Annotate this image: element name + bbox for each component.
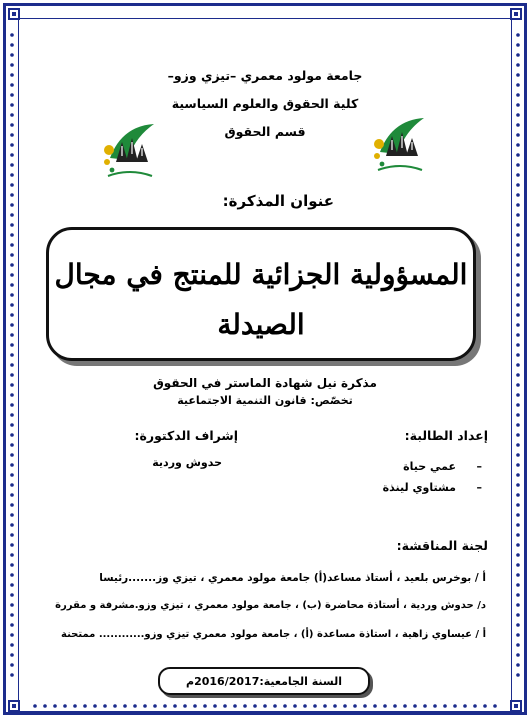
degree-statement: مذكرة نيل شهادة الماستر في الحقوق [153, 376, 377, 390]
jury-member: أ / عيساوي زاهية ، استاذة مساعدة (أ) ، جامعة مولود معمري تيزي وزو............ ممتحنة [61, 629, 486, 640]
university-logo-icon [100, 118, 160, 180]
jury-member: أ / بوخرس بلعيد ، أستاذ مساعد(أ) جامعة مولود معمري ، تيزي وز.......رئيسا [99, 572, 486, 584]
academic-year-box [158, 667, 370, 695]
corner-ornament-icon [510, 8, 522, 20]
corner-ornament-icon [510, 700, 522, 712]
corner-ornament-icon [8, 700, 20, 712]
thesis-title-line: المسؤولية الجزائية للمنتج في مجال [54, 258, 468, 291]
department-name: قسم الحقوق [224, 124, 306, 139]
faculty-name: كلية الحقوق والعلوم السياسية [171, 96, 359, 111]
corner-ornament-icon [8, 8, 20, 20]
thesis-title-box [46, 227, 476, 361]
thesis-title-label: عنوان المذكرة: [222, 192, 334, 210]
specialty: تخصّص: قانون التنمية الاجتماعية [177, 394, 353, 407]
university-name: جامعة مولود معمري –تيزي وزو– [167, 68, 363, 83]
list-dash: – [476, 460, 482, 473]
academic-year: السنة الجامعية:2016/2017م [186, 675, 342, 688]
supervisor-label: إشراف الدكتورة: [134, 428, 238, 443]
jury-member: د/ حدوش وردية ، أستاذة محاضرة (ب) ، جامعة مولود معمري ، تيزي وزو.مشرفة و مقررة [55, 600, 486, 611]
thesis-title [49, 250, 473, 350]
student-name: مشتاوي لينذة [382, 481, 456, 494]
prepared-by-label: إعداد الطالبة: [404, 428, 488, 443]
thesis-title-line: الصيدلة [217, 308, 305, 341]
supervisor-name: حدوش وردية [152, 456, 222, 469]
jury-label: لجنة المناقشة: [396, 538, 488, 553]
list-dash: – [476, 481, 482, 494]
university-logo-icon [370, 112, 430, 174]
student-name: عمي حياة [403, 460, 456, 473]
border-pattern-bottom [30, 702, 500, 710]
